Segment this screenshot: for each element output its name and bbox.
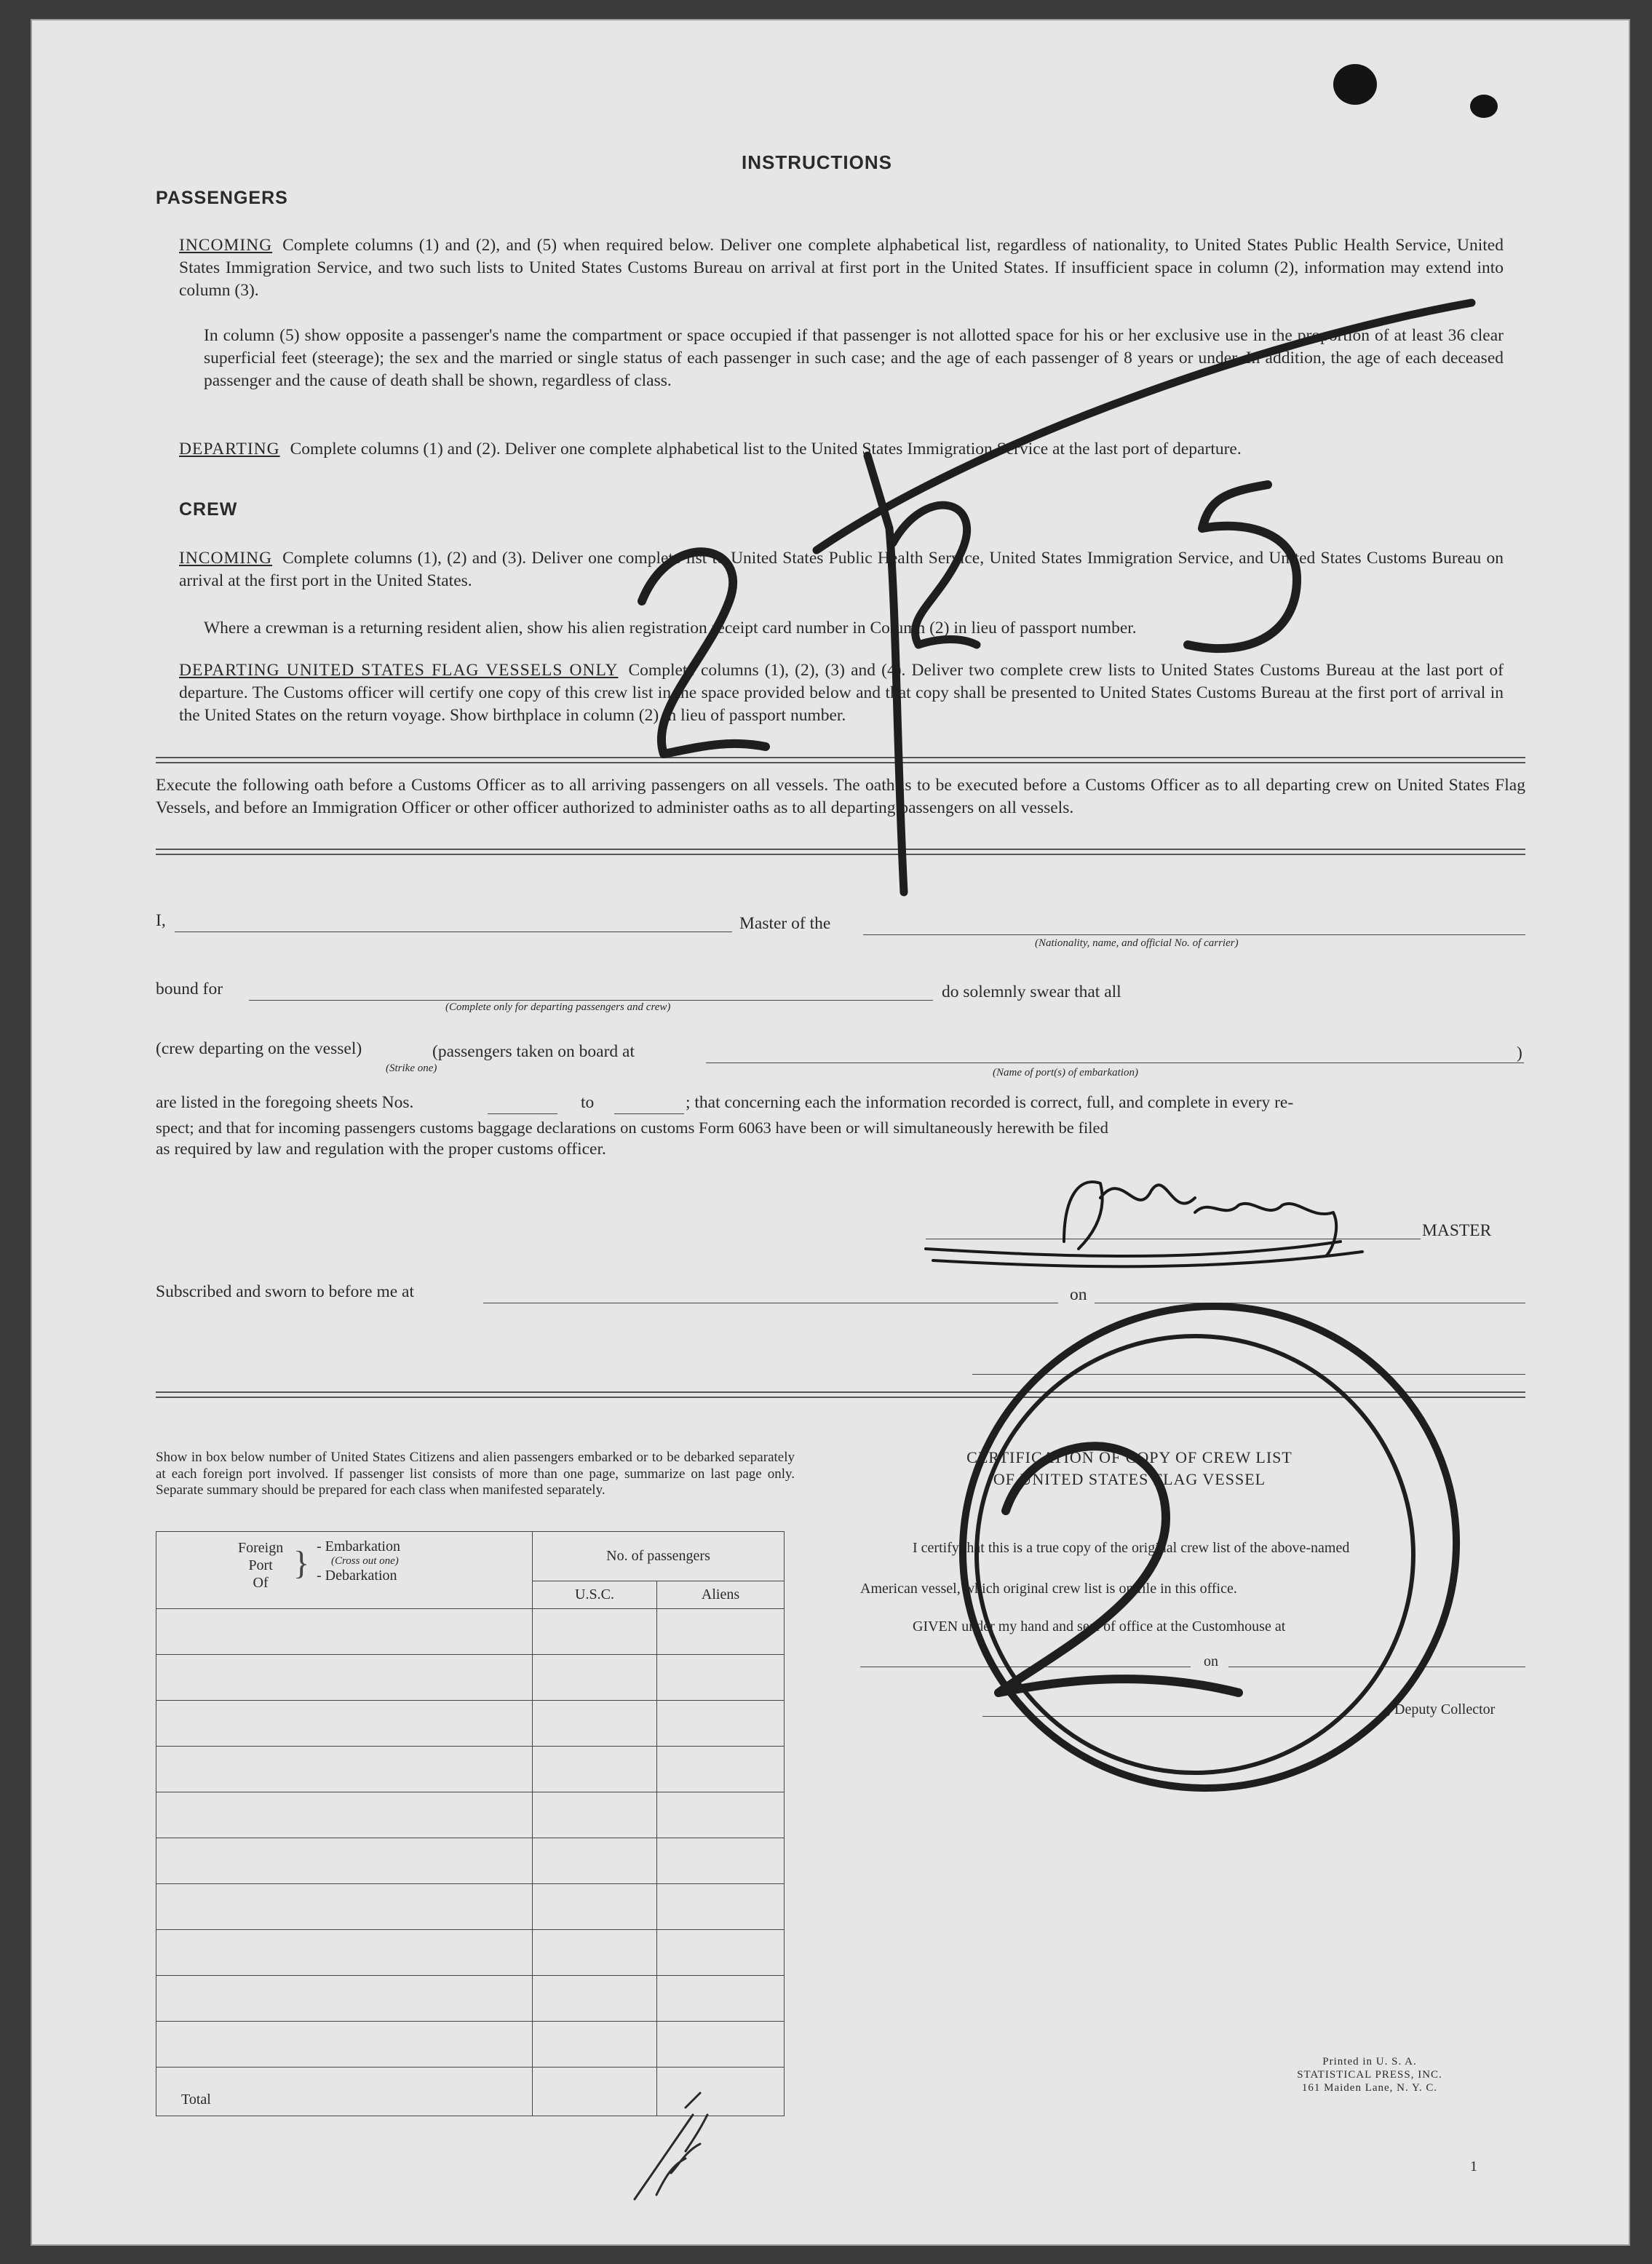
carrier-caption: (Nationality, name, and official No. of carrier) (1035, 937, 1239, 949)
table-row (156, 1700, 785, 1746)
sheets-to: to (581, 1093, 595, 1112)
table-row (156, 1929, 785, 1975)
bound-caption: (Complete only for departing passengers and crew) (445, 1001, 671, 1013)
port-label: Port (248, 1557, 273, 1573)
crew-incoming-paragraph (179, 547, 1504, 592)
bound-for-field[interactable] (249, 1000, 933, 1001)
total-row (156, 2067, 785, 2116)
aliens-cell[interactable] (657, 1975, 785, 2021)
aliens-header: Aliens (657, 1581, 785, 1608)
crew-departing-text: Complete columns (1), (2), (3) and (4). Deliver two complete crew lists to United States Customs Bureau at the last port of departure. The Customs officer will certify one copy of this crew list in the space provided below and that copy shall be presented to United States Customs Bureau at the first port of arrival in the United States on the return voyage. Show birthplace in column (2) in lieu of passport number. (179, 661, 1504, 725)
sheets-text-c: spect; and that for incoming passengers customs baggage declarations on customs Form 6063 have been or will simultaneously herewith be filed (156, 1119, 1108, 1137)
sworn-on-label: on (1070, 1285, 1087, 1304)
crew-resident-paragraph (204, 617, 1504, 640)
column5-paragraph (204, 325, 1504, 392)
close-paren: ) (1517, 1044, 1522, 1063)
carrier-field[interactable] (863, 934, 1525, 935)
crew-departing-label: DEPARTING UNITED STATES FLAG VESSELS ONLY (179, 661, 619, 680)
crew-resident-text: Where a crewman is a returning resident alien, show his alien registration receipt card number in Column (2) in lieu of passport number. (204, 619, 1137, 638)
printer-imprint (1275, 2055, 1464, 2094)
cross-out-caption: (Cross out one) (331, 1555, 399, 1567)
oath-i-label: I, (156, 911, 166, 930)
table-row (156, 1792, 785, 1838)
table-row (156, 1609, 785, 1655)
no-passengers-header: No. of passengers (533, 1532, 785, 1581)
column5-text: In column (5) show opposite a passenger's name the compartment or space occupied if that passenger is not allotted space for his or her exclusive use in the proportion of at least 36 clear superficial feet (steerage); the sex and the married or single status of each passenger in such case; and the age of each passenger of 8 years or under. In addition, the age of each deceased passenger and the cause of death shall be shown, regardless of class. (204, 326, 1504, 390)
of-label: Of (253, 1575, 269, 1591)
printer-line-1: Printed in U. S. A. (1322, 2056, 1417, 2068)
printer-line-2: STATISTICAL PRESS, INC. (1297, 2069, 1442, 2081)
aliens-cell[interactable] (657, 1700, 785, 1746)
punch-hole (1470, 95, 1498, 118)
total-aliens-cell[interactable] (657, 2067, 785, 2116)
port-cell[interactable] (156, 1746, 533, 1792)
deputy-collector-label: , Deputy Collector (1387, 1701, 1496, 1717)
table-row (156, 1975, 785, 2021)
section-divider (156, 1391, 1525, 1398)
aliens-cell[interactable] (657, 2021, 785, 2067)
crew-incoming-text: Complete columns (1), (2) and (3). Deliver one complete list to United States Public Health Service, United States Immigration Service, and United States Customs Bureau on arrival at the first port in the United States. (179, 549, 1504, 590)
table-row (156, 1746, 785, 1792)
passengers-incoming-paragraph (179, 234, 1504, 302)
certification-heading-line-1: CERTIFICATION OF COPY OF CREW LIST (966, 1448, 1292, 1466)
passengers-heading: PASSENGERS (156, 188, 288, 208)
sheet-from-field[interactable] (488, 1113, 557, 1114)
aliens-cell[interactable] (657, 1929, 785, 1975)
table-row (156, 1654, 785, 1700)
passengers-incoming-text: Complete columns (1) and (2), and (5) when required below. Deliver one complete alphabetical list, regardless of nationality, to United States Public Health Service, United States Immigration Service, and two such lists to United States Customs Bureau on arrival at first port in the United States. If insufficient space in column (2), information may extend into column (3). (179, 236, 1504, 300)
certification-heading-line-2: OF UNITED STATES FLAG VESSEL (993, 1470, 1266, 1488)
port-cell[interactable] (156, 1975, 533, 2021)
summary-note: Show in box below number of United States Citizens and alien passengers embarked or to be debarked separately at each foreign port involved. If passenger list consists of more than one page, summarize on last page only. Separate summary should be prepared for each class when manifested separately. (156, 1450, 795, 1498)
usc-cell[interactable] (533, 1700, 657, 1746)
sheets-text-b: ; that concerning each the information recorded is correct, full, and complete in every re- (686, 1093, 1294, 1112)
deputy-collector-field[interactable] (982, 1716, 1387, 1717)
port-cell[interactable] (156, 2021, 533, 2067)
usc-cell[interactable] (533, 1929, 657, 1975)
sheet-to-field[interactable] (614, 1113, 684, 1114)
port-caption: (Name of port(s) of embarkation) (993, 1067, 1138, 1079)
aliens-cell[interactable] (657, 1792, 785, 1838)
oath-intro: Execute the following oath before a Customs Officer as to all arriving passengers on all vessels. The oath is to be executed before a Customs Officer as to all departing crew on United States Flag Vessels, and before an Immigration Officer or other officer authorized to administer oaths as to all departing passengers on all vessels. (156, 776, 1525, 817)
passengers-departing-text: Complete columns (1) and (2). Deliver one complete alphabetical list to the United States Immigration Service at the last port of departure. (290, 440, 1242, 458)
passengers-incoming-label: INCOMING (179, 236, 273, 255)
usc-header: U.S.C. (533, 1581, 657, 1608)
section-divider (156, 757, 1525, 763)
passenger-summary-table (156, 1531, 785, 2116)
crew-departing-paragraph (179, 659, 1504, 727)
port-cell[interactable] (156, 1838, 533, 1883)
usc-cell[interactable] (533, 1609, 657, 1655)
page-title: INSTRUCTIONS (742, 151, 892, 173)
foreign-port-header (238, 1539, 283, 1592)
foreign-label: Foreign (238, 1540, 284, 1556)
crew-incoming-label: INCOMING (179, 549, 273, 568)
passengers-departing-label: DEPARTING (179, 440, 280, 458)
sheets-text-a: are listed in the foregoing sheets Nos. (156, 1093, 414, 1112)
crew-departing-option: (crew departing on the vessel) (156, 1039, 362, 1058)
aliens-cell[interactable] (657, 1654, 785, 1700)
bound-for-label: bound for (156, 980, 223, 998)
passengers-departing-paragraph (179, 438, 1504, 461)
usc-cell[interactable] (533, 1838, 657, 1883)
aliens-cell[interactable] (657, 1883, 785, 1929)
table-row (156, 1883, 785, 1929)
certification-line-3: GIVEN under my hand and seal of office at the Customhouse at (913, 1618, 1286, 1635)
sheets-text-d: as required by law and regulation with the proper customs officer. (156, 1140, 606, 1159)
debarkation-label: - Debarkation (317, 1568, 397, 1584)
embarkation-label: - Embarkation (317, 1538, 400, 1554)
port-cell[interactable] (156, 1792, 533, 1838)
port-cell[interactable] (156, 1929, 533, 1975)
brace-icon: } (293, 1544, 310, 1581)
usc-cell[interactable] (533, 1883, 657, 1929)
passengers-taken-option: (passengers taken on board at (432, 1042, 635, 1061)
usc-cell[interactable] (533, 1654, 657, 1700)
usc-cell[interactable] (533, 1746, 657, 1792)
aliens-cell[interactable] (657, 1609, 785, 1655)
crew-heading: CREW (179, 499, 238, 520)
document-page (31, 19, 1630, 2246)
port-cell[interactable] (156, 1654, 533, 1700)
certification-on-label: on (1204, 1653, 1218, 1669)
usc-cell[interactable] (533, 1975, 657, 2021)
page-number: 1 (1470, 2158, 1477, 2174)
total-usc-cell[interactable] (533, 2067, 657, 2116)
section-divider (156, 849, 1525, 855)
master-of-label: Master of the (739, 914, 831, 933)
subscribed-label: Subscribed and sworn to before me at (156, 1282, 415, 1301)
strike-one-caption: (Strike one) (386, 1063, 437, 1074)
certification-line-1: I certify that this is a true copy of the original crew list of the above-named (913, 1540, 1350, 1556)
aliens-cell[interactable] (657, 1838, 785, 1883)
table-row (156, 1838, 785, 1883)
port-cell[interactable] (156, 1883, 533, 1929)
printer-line-3: 161 Maiden Lane, N. Y. C. (1301, 2082, 1438, 2094)
swear-label: do solemnly swear that all (942, 982, 1121, 1001)
aliens-cell[interactable] (657, 1746, 785, 1792)
usc-cell[interactable] (533, 2021, 657, 2067)
punch-hole (1333, 64, 1377, 105)
officer-signature-field[interactable] (972, 1374, 1525, 1375)
certification-line-2: American vessel, which original crew list is on file in this office. (860, 1581, 1237, 1597)
master-label: MASTER (1422, 1221, 1492, 1240)
usc-cell[interactable] (533, 1792, 657, 1838)
total-label: Total (156, 2067, 533, 2116)
certification-heading (867, 1447, 1391, 1490)
table-row (156, 2021, 785, 2067)
port-cell[interactable] (156, 1609, 533, 1655)
port-cell[interactable] (156, 1700, 533, 1746)
